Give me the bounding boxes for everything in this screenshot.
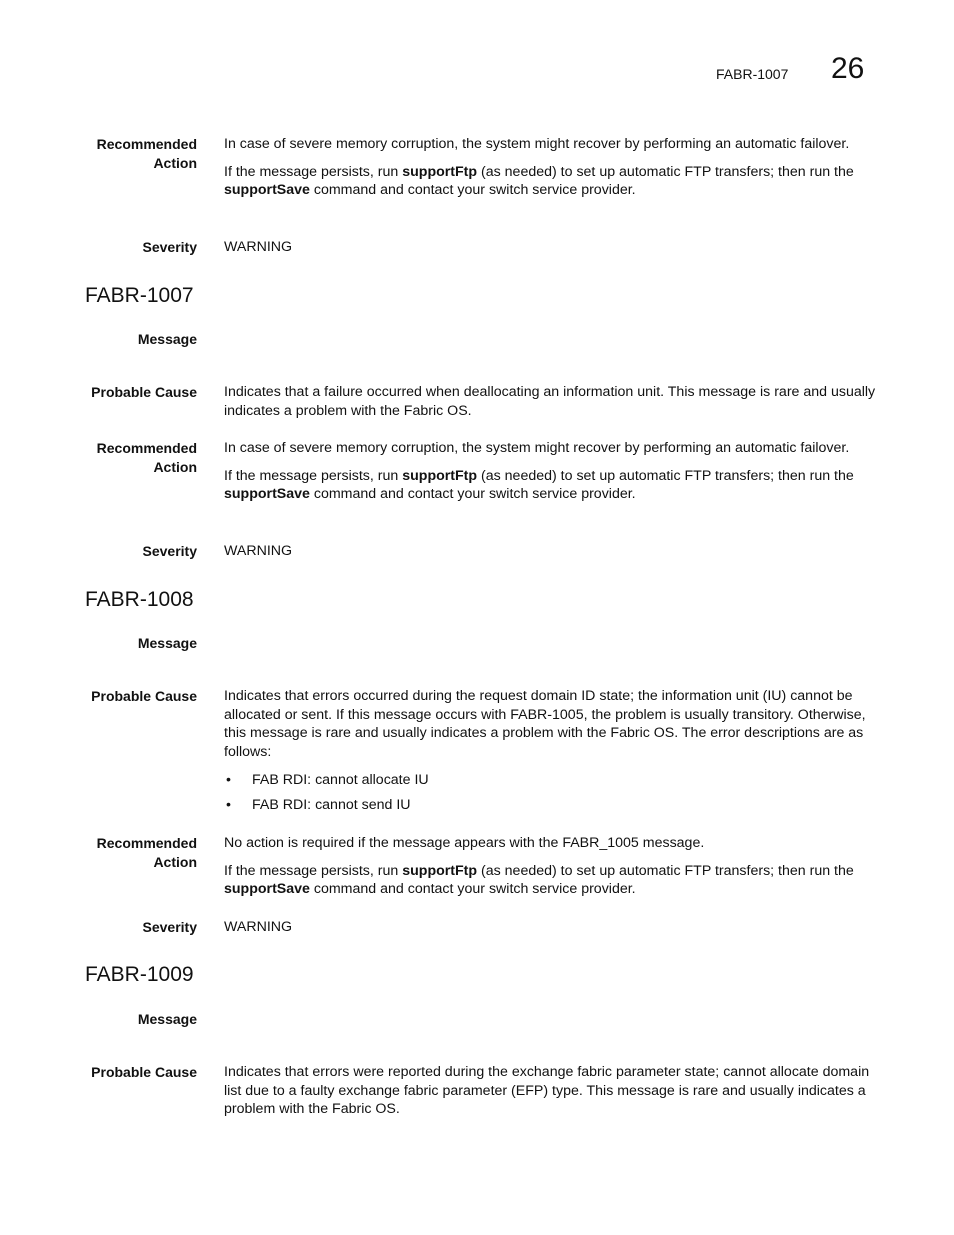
- message-label: Message: [137, 1011, 197, 1027]
- probable-cause-text: Indicates that errors were reported during the exchange fabric parameter state; cannot allocate domain list due to a faulty exchange fabric parameter (EFP) type. This message is rare and usually indicates a problem with the Fabric OS.: [224, 1064, 870, 1118]
- section-title: FABR-1008: [85, 588, 194, 611]
- paragraph: In case of severe memory corruption, the system might recover by performing an automatic failover.: [224, 136, 850, 152]
- severity-label: Severity: [142, 919, 197, 935]
- command-name: supportSave: [224, 486, 310, 503]
- severity-label: Severity: [142, 239, 197, 255]
- command-name: supportSave: [224, 182, 310, 199]
- paragraph: [224, 862, 876, 899]
- message-label: Message: [137, 331, 197, 347]
- list-item: • FAB RDI: cannot send IU: [224, 796, 876, 815]
- command-name: supportFtp: [402, 862, 478, 879]
- command-name: supportSave: [224, 881, 310, 898]
- text: (as needed) to set up automatic FTP transfers; then run the: [477, 467, 854, 484]
- recommended-action-text: [224, 135, 876, 200]
- text: If the message persists, run: [224, 163, 403, 180]
- running-header-label: FABR-1007: [716, 66, 789, 82]
- recommended-action-label: [40, 834, 197, 872]
- paragraph: [224, 467, 876, 504]
- text: command and contact your switch service provider.: [309, 486, 636, 503]
- label-line-1: Recommended: [96, 136, 197, 152]
- chapter-number: 26: [831, 52, 865, 85]
- error-list: [224, 771, 876, 814]
- probable-cause-label: Probable Cause: [91, 688, 197, 704]
- label-line-1: Recommended: [96, 440, 197, 456]
- paragraph: Indicates that errors occurred during the request domain ID state; the information unit (IU) cannot be allocated or sent. If this message occurs with FABR-1005, the problem is usually transitory. Otherwise, this message is rare and usually indicates a problem with the Fabric OS. The error descriptions are as follows:: [224, 688, 866, 761]
- severity-label: Severity: [142, 543, 197, 559]
- probable-cause-label: Probable Cause: [91, 384, 197, 400]
- list-item: • FAB RDI: cannot allocate IU: [224, 771, 876, 790]
- recommended-action-label: [40, 135, 197, 173]
- recommended-action-text: [224, 439, 876, 504]
- severity-value: WARNING: [224, 543, 293, 559]
- paragraph: [224, 163, 876, 200]
- recommended-action-label: [40, 439, 197, 477]
- probable-cause-text: [224, 687, 876, 820]
- text: (as needed) to set up automatic FTP transfers; then run the: [477, 163, 854, 180]
- severity-value: WARNING: [224, 919, 293, 935]
- text: If the message persists, run: [224, 467, 403, 484]
- text: If the message persists, run: [224, 862, 403, 879]
- label-line-1: Recommended: [96, 835, 197, 851]
- command-name: supportFtp: [402, 163, 478, 180]
- command-name: supportFtp: [402, 467, 478, 484]
- section-title: FABR-1009: [85, 963, 194, 986]
- recommended-action-text: [224, 834, 876, 899]
- text: (as needed) to set up automatic FTP transfers; then run the: [477, 862, 854, 879]
- paragraph: No action is required if the message appears with the FABR_1005 message.: [224, 835, 705, 851]
- message-label: Message: [137, 635, 197, 651]
- probable-cause-text: Indicates that a failure occurred when deallocating an information unit. This message is rare and usually indicates a problem with the Fabric OS.: [224, 384, 876, 419]
- section-title: FABR-1007: [85, 284, 194, 307]
- paragraph: In case of severe memory corruption, the system might recover by performing an automatic failover.: [224, 440, 850, 456]
- severity-value: WARNING: [224, 239, 293, 255]
- text: command and contact your switch service provider.: [309, 182, 636, 199]
- label-line-2: Action: [153, 459, 197, 475]
- label-line-2: Action: [153, 854, 197, 870]
- probable-cause-label: Probable Cause: [91, 1064, 197, 1080]
- text: command and contact your switch service provider.: [309, 881, 636, 898]
- label-line-2: Action: [153, 155, 197, 171]
